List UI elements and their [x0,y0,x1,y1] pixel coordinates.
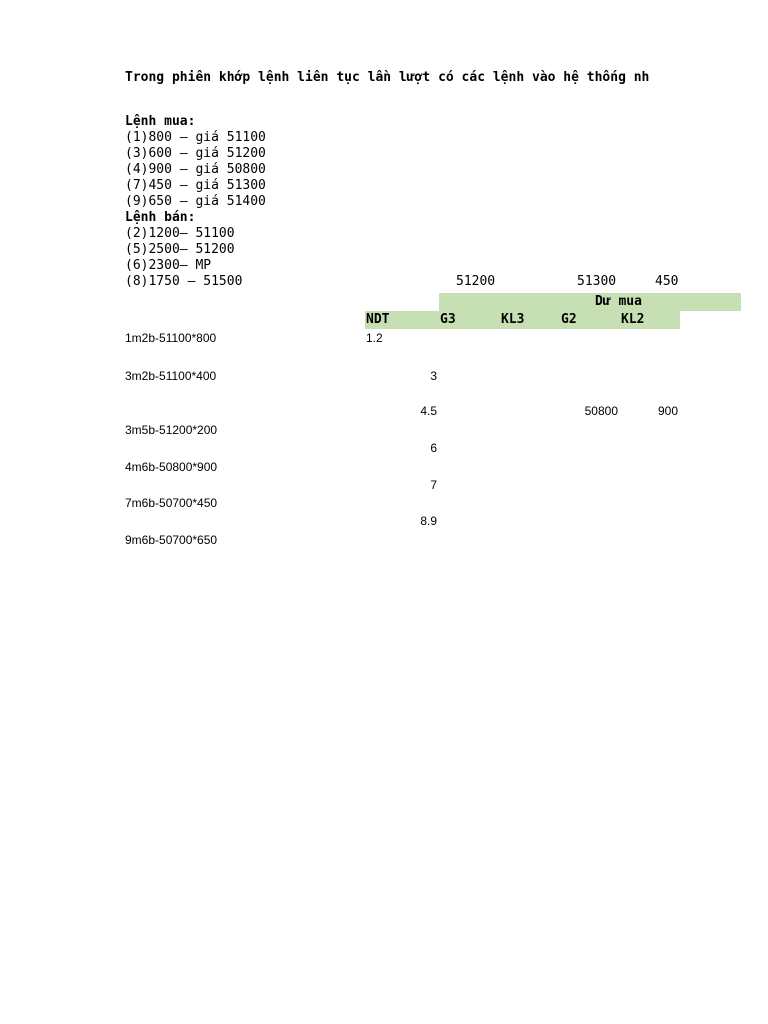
sell-order-5: (5)2500– 51200 [125,242,235,257]
ndt-value-3: 4.5 [420,404,437,418]
sell-order-8: (8)1750 – 51500 [125,274,243,289]
ndt-value-6: 8.9 [420,514,437,528]
header-kl3: KL3 [501,312,525,327]
row8-value-51200: 51200 [456,274,496,289]
group-header-band [439,293,741,311]
remaining-kl2: 900 [657,404,678,418]
buy-order-3: (3)600 – giá 51200 [125,146,266,161]
sell-order-6: (6)2300– MP [125,258,212,273]
match-5: 7m6b-50700*450 [125,496,218,510]
buy-order-9: (9)650 – giá 51400 [125,194,266,209]
match-2: 3m2b-51100*400 [125,369,217,383]
ndt-value-4: 6 [430,441,437,455]
header-kl2: KL2 [621,312,645,327]
match-3: 3m5b-51200*200 [125,423,218,437]
row8-value-450: 450 [655,274,679,289]
header-g2: G2 [561,312,577,327]
buy-heading: Lệnh mua: [125,114,196,129]
header-ndt: NDT [366,312,390,327]
page-title: Trong phiên khớp lệnh liên tục lần lượt có các lệnh vào hệ thống nh [125,70,650,85]
header-g3: G3 [440,312,456,327]
remaining-g2: 50800 [584,404,618,418]
match-4: 4m6b-50800*900 [125,460,218,474]
buy-order-7: (7)450 – giá 51300 [125,178,266,193]
match-1: 1m2b-51100*800 [125,331,217,345]
buy-order-4: (4)900 – giá 50800 [125,162,266,177]
group-header-du-mua: Dư mua [595,294,642,309]
sell-order-2: (2)1200– 51100 [125,226,235,241]
ndt-value-5: 7 [430,478,437,492]
row8-value-51300: 51300 [577,274,617,289]
buy-order-1: (1)800 – giá 51100 [125,130,266,145]
ndt-value-1: 1.2 [366,331,383,345]
sell-heading: Lệnh bán: [125,210,196,225]
ndt-value-2: 3 [430,369,437,383]
match-6: 9m6b-50700*650 [125,533,218,547]
